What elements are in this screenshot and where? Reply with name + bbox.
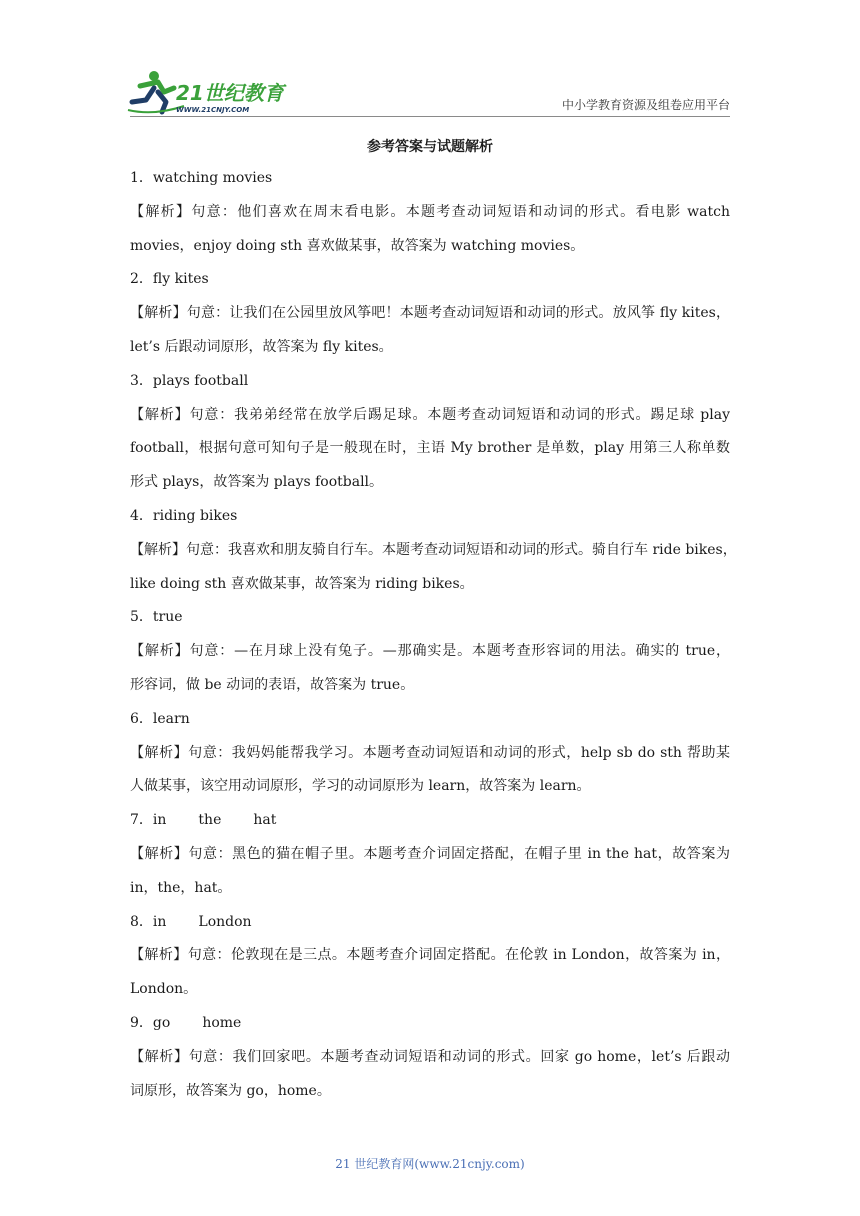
answer-text: watching movies: [152, 170, 273, 186]
answer-list: [130, 162, 737, 1108]
answer-separator: ．: [138, 710, 153, 727]
explanation-line: 【解析】句意：让我们在公园里放风筝吧！本题考查动词短语和动词的形式。放风筝 fly kites，: [130, 305, 730, 322]
explanation-line: 形式 plays，故答案为 plays football。: [130, 474, 384, 491]
logo-main-text: 21世纪教育: [176, 81, 284, 105]
answer-text: fly kites: [152, 271, 209, 288]
answer-text: hat: [253, 812, 277, 829]
explanation-line: in，the，hat。: [130, 879, 232, 896]
answer-line: [130, 906, 730, 940]
answer-line: [130, 601, 730, 635]
header-divider: [130, 116, 730, 117]
answer-number: 6: [130, 710, 139, 727]
answer-number: 9: [130, 1014, 139, 1031]
answer-text: in: [152, 812, 167, 829]
answer-separator: ．: [138, 372, 153, 389]
explanation-line: football，根据句意可知句子是一般现在时，主语 My brother 是单数，play 用第三人称单数: [130, 440, 730, 457]
answer-text: plays football: [152, 372, 249, 389]
platform-name: 中小学教育资源及组卷应用平台: [561, 98, 730, 112]
explanation-line: 【解析】句意：我弟弟经常在放学后踢足球。本题考查动词短语和动词的形式。踢足球 play: [130, 406, 730, 423]
answer-number: 3: [130, 372, 139, 389]
answer-line: [130, 500, 730, 534]
explanation-line: 形容词，做 be 动词的表语，故答案为 true。: [130, 676, 415, 693]
explanation-line: movies，enjoy doing sth 喜欢做某事，故答案为 watching movies。: [130, 237, 585, 254]
answer-text: home: [202, 1014, 242, 1031]
logo-sub-text: WWW.21CNJY.COM: [176, 106, 250, 114]
explanation-line: 【解析】句意：他们喜欢在周末看电影。本题考查动词短语和动词的形式。看电影 watch: [130, 203, 730, 220]
answer-separator: ．: [138, 913, 153, 930]
answer-number: 2: [130, 271, 139, 288]
page-title: 参考答案与试题解析: [367, 139, 493, 155]
answer-number: 5: [130, 609, 139, 626]
answer-separator: ．: [138, 271, 153, 288]
explanation-line: 人做某事，该空用动词原形，学习的动词原形为 learn，故答案为 learn。: [130, 778, 591, 795]
answer-line: [130, 804, 730, 838]
answer-text: in: [152, 913, 167, 930]
answer-line: [130, 263, 730, 297]
answer-number: 7: [130, 812, 139, 829]
answer-line: [130, 162, 730, 196]
explanation-line: 词原形，故答案为 go，home。: [130, 1082, 331, 1099]
explanation-line: 【解析】句意：我们回家吧。本题考查动词短语和动词的形式。回家 go home，let’s 后跟动: [130, 1048, 730, 1065]
explanation-line: 【解析】句意：—在月球上没有兔子。—那确实是。本题考查形容词的用法。确实的 true，: [130, 643, 730, 660]
answer-text: the: [198, 812, 222, 829]
answer-line: [130, 1007, 730, 1041]
answer-number: 1: [130, 170, 139, 186]
explanation-line: 【解析】句意：伦敦现在是三点。本题考查介词固定搭配。在伦敦 in London，故答案为 in，: [130, 947, 730, 964]
answer-text: go: [152, 1014, 171, 1031]
answer-text: true: [152, 609, 183, 626]
answer-number: 4: [130, 507, 139, 524]
answer-text: London: [198, 913, 252, 930]
answer-separator: ．: [138, 812, 153, 829]
explanation-line: like doing sth 喜欢做某事，故答案为 riding bikes。: [130, 575, 474, 592]
explanation-line: 【解析】句意：黑色的猫在帽子里。本题考查介词固定搭配，在帽子里 in the hat，故答案为: [130, 845, 730, 862]
site-logo: [124, 66, 294, 118]
page-footer: 21 世纪教育网(www.21cnjy.com): [335, 1157, 525, 1171]
answer-line: [130, 365, 730, 399]
explanation-line: 【解析】句意：我喜欢和朋友骑自行车。本题考查动词短语和动词的形式。骑自行车 ride bikes，: [130, 541, 737, 558]
answer-text: learn: [152, 710, 190, 727]
answer-separator: ．: [138, 609, 153, 626]
answer-separator: ．: [138, 1014, 153, 1031]
answer-text: riding bikes: [152, 507, 238, 524]
answer-separator: ．: [138, 507, 153, 524]
explanation-line: 【解析】句意：我妈妈能帮我学习。本题考查动词短语和动词的形式，help sb do sth 帮助某: [130, 744, 730, 761]
explanation-line: let’s 后跟动词原形，故答案为 fly kites。: [130, 338, 393, 355]
explanation-line: London。: [130, 981, 198, 998]
answer-separator: ．: [138, 170, 153, 186]
answer-line: [130, 703, 730, 737]
page-header: [0, 0, 860, 120]
answer-number: 8: [130, 913, 139, 930]
